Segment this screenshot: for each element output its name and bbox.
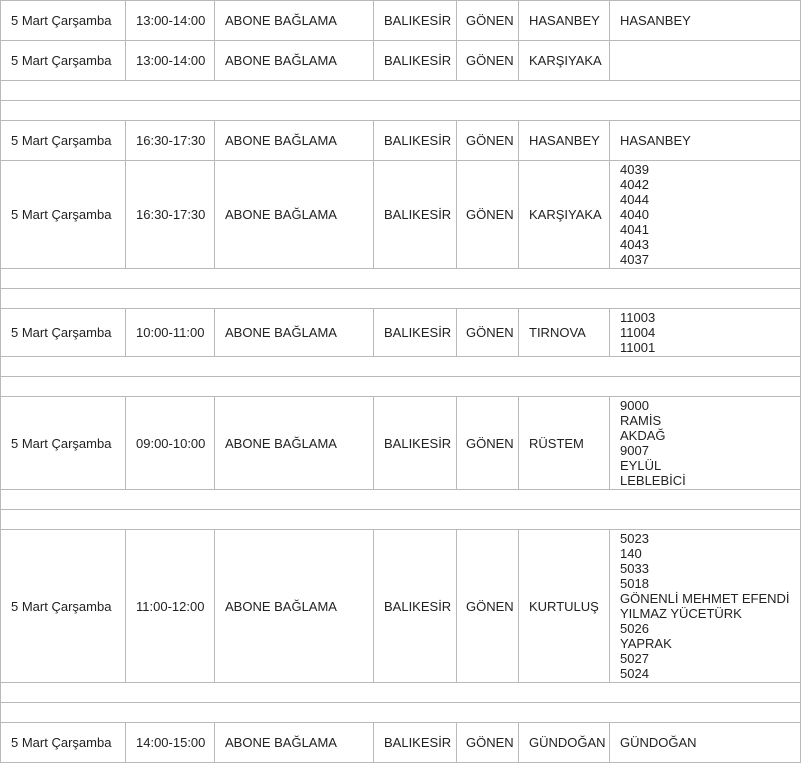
street-item: HASANBEY	[620, 13, 691, 28]
street-item: 4044	[620, 192, 649, 207]
neighborhood-cell: RÜSTEM	[519, 397, 610, 490]
street-item: 5027	[620, 651, 649, 666]
separator-cell	[1, 81, 801, 121]
separator-line	[1, 376, 800, 377]
street-item: 4040	[620, 207, 649, 222]
neighborhood-cell: HASANBEY	[519, 1, 610, 41]
district-cell: GÖNEN	[457, 161, 519, 269]
district-cell: GÖNEN	[457, 1, 519, 41]
neighborhood-cell: KARŞIYAKA	[519, 41, 610, 81]
separator-line	[1, 702, 800, 703]
table-row	[1, 121, 801, 161]
work-type-cell: ABONE BAĞLAMA	[215, 309, 374, 357]
street-item: GÖNENLİ MEHMET EFENDİ	[620, 591, 790, 606]
time-cell: 13:00-14:00	[126, 1, 215, 41]
province-cell: BALIKESİR	[374, 397, 457, 490]
table-row	[1, 309, 801, 357]
street-item: 5018	[620, 576, 649, 591]
neighborhood-cell: GÜNDOĞAN	[519, 723, 610, 763]
date-cell: 5 Mart Çarşamba	[1, 161, 126, 269]
streets-cell	[610, 397, 801, 490]
street-item: 140	[620, 546, 642, 561]
province-cell: BALIKESİR	[374, 161, 457, 269]
separator-line	[1, 509, 800, 510]
streets-cell	[610, 1, 801, 41]
work-type-cell: ABONE BAĞLAMA	[215, 723, 374, 763]
province-cell: BALIKESİR	[374, 41, 457, 81]
street-item: 5024	[620, 666, 649, 681]
time-cell: 10:00-11:00	[126, 309, 215, 357]
street-item: YAPRAK	[620, 636, 672, 651]
date-cell: 5 Mart Çarşamba	[1, 723, 126, 763]
street-item: 5033	[620, 561, 649, 576]
district-cell: GÖNEN	[457, 121, 519, 161]
separator-cell	[1, 683, 801, 723]
street-item: GÜNDOĞAN	[620, 735, 697, 750]
neighborhood-cell: TIRNOVA	[519, 309, 610, 357]
separator-cell	[1, 357, 801, 397]
separator-row	[1, 357, 801, 397]
district-cell: GÖNEN	[457, 723, 519, 763]
time-cell: 11:00-12:00	[126, 530, 215, 683]
time-cell: 16:30-17:30	[126, 121, 215, 161]
separator-cell	[1, 269, 801, 309]
work-type-cell: ABONE BAĞLAMA	[215, 41, 374, 81]
district-cell: GÖNEN	[457, 397, 519, 490]
province-cell: BALIKESİR	[374, 309, 457, 357]
street-item: 4039	[620, 162, 649, 177]
streets-cell	[610, 530, 801, 683]
street-item: 4041	[620, 222, 649, 237]
work-type-cell: ABONE BAĞLAMA	[215, 161, 374, 269]
street-item: 11003	[620, 310, 656, 325]
date-cell: 5 Mart Çarşamba	[1, 397, 126, 490]
time-cell: 14:00-15:00	[126, 723, 215, 763]
street-item: 4042	[620, 177, 649, 192]
work-type-cell: ABONE BAĞLAMA	[215, 121, 374, 161]
streets-cell	[610, 121, 801, 161]
date-cell: 5 Mart Çarşamba	[1, 1, 126, 41]
neighborhood-cell: KARŞIYAKA	[519, 161, 610, 269]
separator-line	[1, 288, 800, 289]
province-cell: BALIKESİR	[374, 530, 457, 683]
work-type-cell: ABONE BAĞLAMA	[215, 1, 374, 41]
work-type-cell: ABONE BAĞLAMA	[215, 530, 374, 683]
table-row	[1, 530, 801, 683]
date-cell: 5 Mart Çarşamba	[1, 309, 126, 357]
date-cell: 5 Mart Çarşamba	[1, 41, 126, 81]
street-item: LEBLEBİCİ	[620, 473, 686, 488]
separator-row	[1, 490, 801, 530]
outage-table-body	[1, 1, 801, 763]
district-cell: GÖNEN	[457, 41, 519, 81]
streets-cell	[610, 309, 801, 357]
street-item: 11004	[620, 325, 656, 340]
table-row	[1, 1, 801, 41]
neighborhood-cell: HASANBEY	[519, 121, 610, 161]
street-item: 4043	[620, 237, 649, 252]
streets-cell	[610, 41, 801, 81]
street-item: 4037	[620, 252, 649, 267]
province-cell: BALIKESİR	[374, 121, 457, 161]
street-item: AKDAĞ	[620, 428, 666, 443]
district-cell: GÖNEN	[457, 309, 519, 357]
street-item: 5023	[620, 531, 649, 546]
date-cell: 5 Mart Çarşamba	[1, 530, 126, 683]
table-row	[1, 41, 801, 81]
time-cell: 09:00-10:00	[126, 397, 215, 490]
table-row	[1, 161, 801, 269]
street-item: YILMAZ YÜCETÜRK	[620, 606, 742, 621]
street-item: EYLÜL	[620, 458, 662, 473]
separator-line	[1, 100, 800, 101]
date-cell: 5 Mart Çarşamba	[1, 121, 126, 161]
work-type-cell: ABONE BAĞLAMA	[215, 397, 374, 490]
street-item: 11001	[620, 340, 656, 355]
time-cell: 13:00-14:00	[126, 41, 215, 81]
street-item: RAMİS	[620, 413, 662, 428]
table-row	[1, 397, 801, 490]
streets-cell	[610, 161, 801, 269]
street-item: 5026	[620, 621, 649, 636]
neighborhood-cell: KURTULUŞ	[519, 530, 610, 683]
separator-cell	[1, 490, 801, 530]
street-item: HASANBEY	[620, 133, 691, 148]
separator-row	[1, 683, 801, 723]
street-item: 9000	[620, 398, 649, 413]
province-cell: BALIKESİR	[374, 723, 457, 763]
street-item: 9007	[620, 443, 649, 458]
separator-row	[1, 81, 801, 121]
separator-row	[1, 269, 801, 309]
district-cell: GÖNEN	[457, 530, 519, 683]
time-cell: 16:30-17:30	[126, 161, 215, 269]
province-cell: BALIKESİR	[374, 1, 457, 41]
